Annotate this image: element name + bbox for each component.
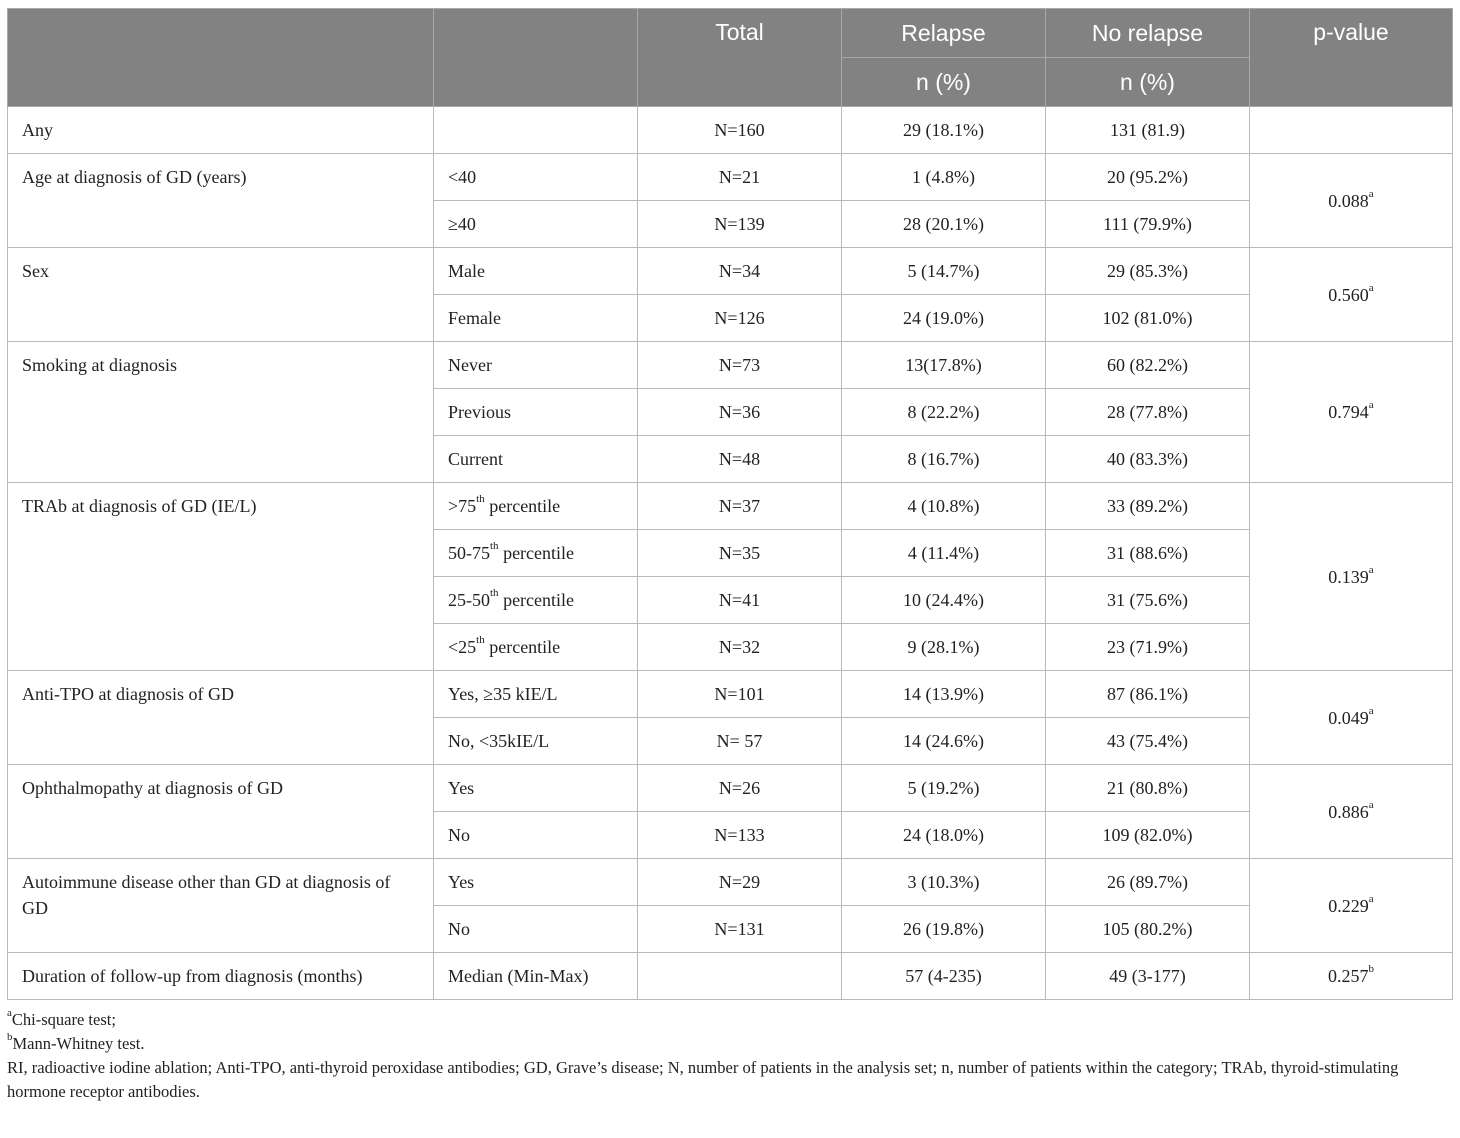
row-total: N=36 xyxy=(638,389,842,436)
footnote-abbreviations: RI, radioactive iodine ablation; Anti-TPO, anti-thyroid peroxidase antibodies; GD, Grave’s disease; N, number of patients in the analysis set; n, number of patients within the category; TRAb, thyroid-stimulating hormone receptor antibodies. xyxy=(7,1058,1399,1101)
table-row xyxy=(8,248,1453,295)
row-total: N=131 xyxy=(638,906,842,953)
table-row xyxy=(8,953,1453,1000)
row-category: 50-75th percentile xyxy=(434,530,638,577)
row-category: Male xyxy=(434,248,638,295)
row-pvalue: 0.560$^a$ xyxy=(1250,248,1453,342)
row-category: Female xyxy=(434,295,638,342)
table-row xyxy=(8,765,1453,812)
row-no-relapse: 31 (88.6%) xyxy=(1046,530,1250,577)
row-total: N=26 xyxy=(638,765,842,812)
row-relapse: 57 (4-235) xyxy=(842,953,1046,1000)
row-pvalue: 0.049$^a$ xyxy=(1250,671,1453,765)
row-category: No xyxy=(434,812,638,859)
row-relapse: 4 (11.4%) xyxy=(842,530,1046,577)
row-pvalue: 0.139$^a$ xyxy=(1250,483,1453,671)
row-no-relapse: 28 (77.8%) xyxy=(1046,389,1250,436)
row-category: No, <35kIE/L xyxy=(434,718,638,765)
row-total: N=41 xyxy=(638,577,842,624)
row-no-relapse: 33 (89.2%) xyxy=(1046,483,1250,530)
footnote-b: $^b$Mann-Whitney test. xyxy=(7,1030,145,1053)
row-relapse: 9 (28.1%) xyxy=(842,624,1046,671)
row-no-relapse: 29 (85.3%) xyxy=(1046,248,1250,295)
row-relapse: 24 (19.0%) xyxy=(842,295,1046,342)
row-label: TRAb at diagnosis of GD (IE/L) xyxy=(8,483,434,671)
row-pvalue: 0.794$^a$ xyxy=(1250,342,1453,483)
row-total: N=133 xyxy=(638,812,842,859)
row-total: N=34 xyxy=(638,248,842,295)
row-label: Autoimmune disease other than GD at diagnosis of GD xyxy=(8,859,434,953)
row-total: N= 57 xyxy=(638,718,842,765)
row-relapse: 14 (13.9%) xyxy=(842,671,1046,718)
row-no-relapse: 49 (3-177) xyxy=(1046,953,1250,1000)
row-label: Any xyxy=(8,107,434,154)
row-category: <40 xyxy=(434,154,638,201)
row-relapse: 26 (19.8%) xyxy=(842,906,1046,953)
row-no-relapse: 87 (86.1%) xyxy=(1046,671,1250,718)
row-relapse: 8 (16.7%) xyxy=(842,436,1046,483)
row-total: N=37 xyxy=(638,483,842,530)
row-category: Yes xyxy=(434,765,638,812)
row-category xyxy=(434,107,638,154)
table-footnotes xyxy=(7,1008,1447,1104)
row-relapse: 13(17.8%) xyxy=(842,342,1046,389)
row-total xyxy=(638,953,842,1000)
row-label: Sex xyxy=(8,248,434,342)
row-pvalue-empty xyxy=(1250,107,1453,154)
header-pvalue: p-value xyxy=(1250,9,1453,107)
row-relapse: 28 (20.1%) xyxy=(842,201,1046,248)
row-category: No xyxy=(434,906,638,953)
row-relapse: 14 (24.6%) xyxy=(842,718,1046,765)
row-no-relapse: 131 (81.9) xyxy=(1046,107,1250,154)
table-row xyxy=(8,342,1453,389)
table-container xyxy=(7,8,1452,1104)
table-header xyxy=(8,9,1453,107)
row-pvalue: 0.229$^a$ xyxy=(1250,859,1453,953)
row-relapse: 3 (10.3%) xyxy=(842,859,1046,906)
row-no-relapse: 111 (79.9%) xyxy=(1046,201,1250,248)
row-total: N=32 xyxy=(638,624,842,671)
row-pvalue: 0.257$^b$ xyxy=(1250,953,1453,1000)
row-category: ≥40 xyxy=(434,201,638,248)
row-label: Age at diagnosis of GD (years) xyxy=(8,154,434,248)
row-relapse: 8 (22.2%) xyxy=(842,389,1046,436)
row-no-relapse: 20 (95.2%) xyxy=(1046,154,1250,201)
row-total: N=73 xyxy=(638,342,842,389)
row-no-relapse: 102 (81.0%) xyxy=(1046,295,1250,342)
row-relapse: 1 (4.8%) xyxy=(842,154,1046,201)
row-category: Yes xyxy=(434,859,638,906)
row-label: Anti-TPO at diagnosis of GD xyxy=(8,671,434,765)
row-category: Never xyxy=(434,342,638,389)
header-relapse: Relapse xyxy=(842,9,1046,58)
row-no-relapse: 105 (80.2%) xyxy=(1046,906,1250,953)
footnote-a: $^a$Chi-square test; xyxy=(7,1006,116,1029)
row-total: N=29 xyxy=(638,859,842,906)
row-no-relapse: 26 (89.7%) xyxy=(1046,859,1250,906)
table-row xyxy=(8,107,1453,154)
table-row xyxy=(8,671,1453,718)
header-relapse-sub: n (%) xyxy=(842,58,1046,107)
row-no-relapse: 31 (75.6%) xyxy=(1046,577,1250,624)
row-category: Current xyxy=(434,436,638,483)
row-label: Ophthalmopathy at diagnosis of GD xyxy=(8,765,434,859)
row-category: Previous xyxy=(434,389,638,436)
row-total: N=21 xyxy=(638,154,842,201)
row-no-relapse: 21 (80.8%) xyxy=(1046,765,1250,812)
row-category: >75th percentile xyxy=(434,483,638,530)
row-label: Duration of follow-up from diagnosis (months) xyxy=(8,953,434,1000)
row-category: Median (Min-Max) xyxy=(434,953,638,1000)
row-category: Yes, ≥35 kIE/L xyxy=(434,671,638,718)
row-pvalue: 0.088$^a$ xyxy=(1250,154,1453,248)
row-category: 25-50th percentile xyxy=(434,577,638,624)
row-no-relapse: 60 (82.2%) xyxy=(1046,342,1250,389)
row-no-relapse: 109 (82.0%) xyxy=(1046,812,1250,859)
row-total: N=139 xyxy=(638,201,842,248)
header-category xyxy=(434,9,638,107)
row-category: <25th percentile xyxy=(434,624,638,671)
row-no-relapse: 23 (71.9%) xyxy=(1046,624,1250,671)
row-relapse: 4 (10.8%) xyxy=(842,483,1046,530)
row-total: N=48 xyxy=(638,436,842,483)
table-row xyxy=(8,154,1453,201)
table-row xyxy=(8,859,1453,906)
header-no-relapse: No relapse xyxy=(1046,9,1250,58)
row-total: N=35 xyxy=(638,530,842,577)
table-row xyxy=(8,483,1453,530)
row-label: Smoking at diagnosis xyxy=(8,342,434,483)
row-relapse: 29 (18.1%) xyxy=(842,107,1046,154)
row-relapse: 5 (14.7%) xyxy=(842,248,1046,295)
header-total: Total xyxy=(638,9,842,107)
row-total: N=160 xyxy=(638,107,842,154)
row-relapse: 24 (18.0%) xyxy=(842,812,1046,859)
row-total: N=101 xyxy=(638,671,842,718)
row-pvalue: 0.886$^a$ xyxy=(1250,765,1453,859)
row-total: N=126 xyxy=(638,295,842,342)
row-no-relapse: 43 (75.4%) xyxy=(1046,718,1250,765)
header-no-relapse-sub: n (%) xyxy=(1046,58,1250,107)
row-relapse: 10 (24.4%) xyxy=(842,577,1046,624)
row-no-relapse: 40 (83.3%) xyxy=(1046,436,1250,483)
header-variable xyxy=(8,9,434,107)
row-relapse: 5 (19.2%) xyxy=(842,765,1046,812)
relapse-table xyxy=(7,8,1453,1000)
